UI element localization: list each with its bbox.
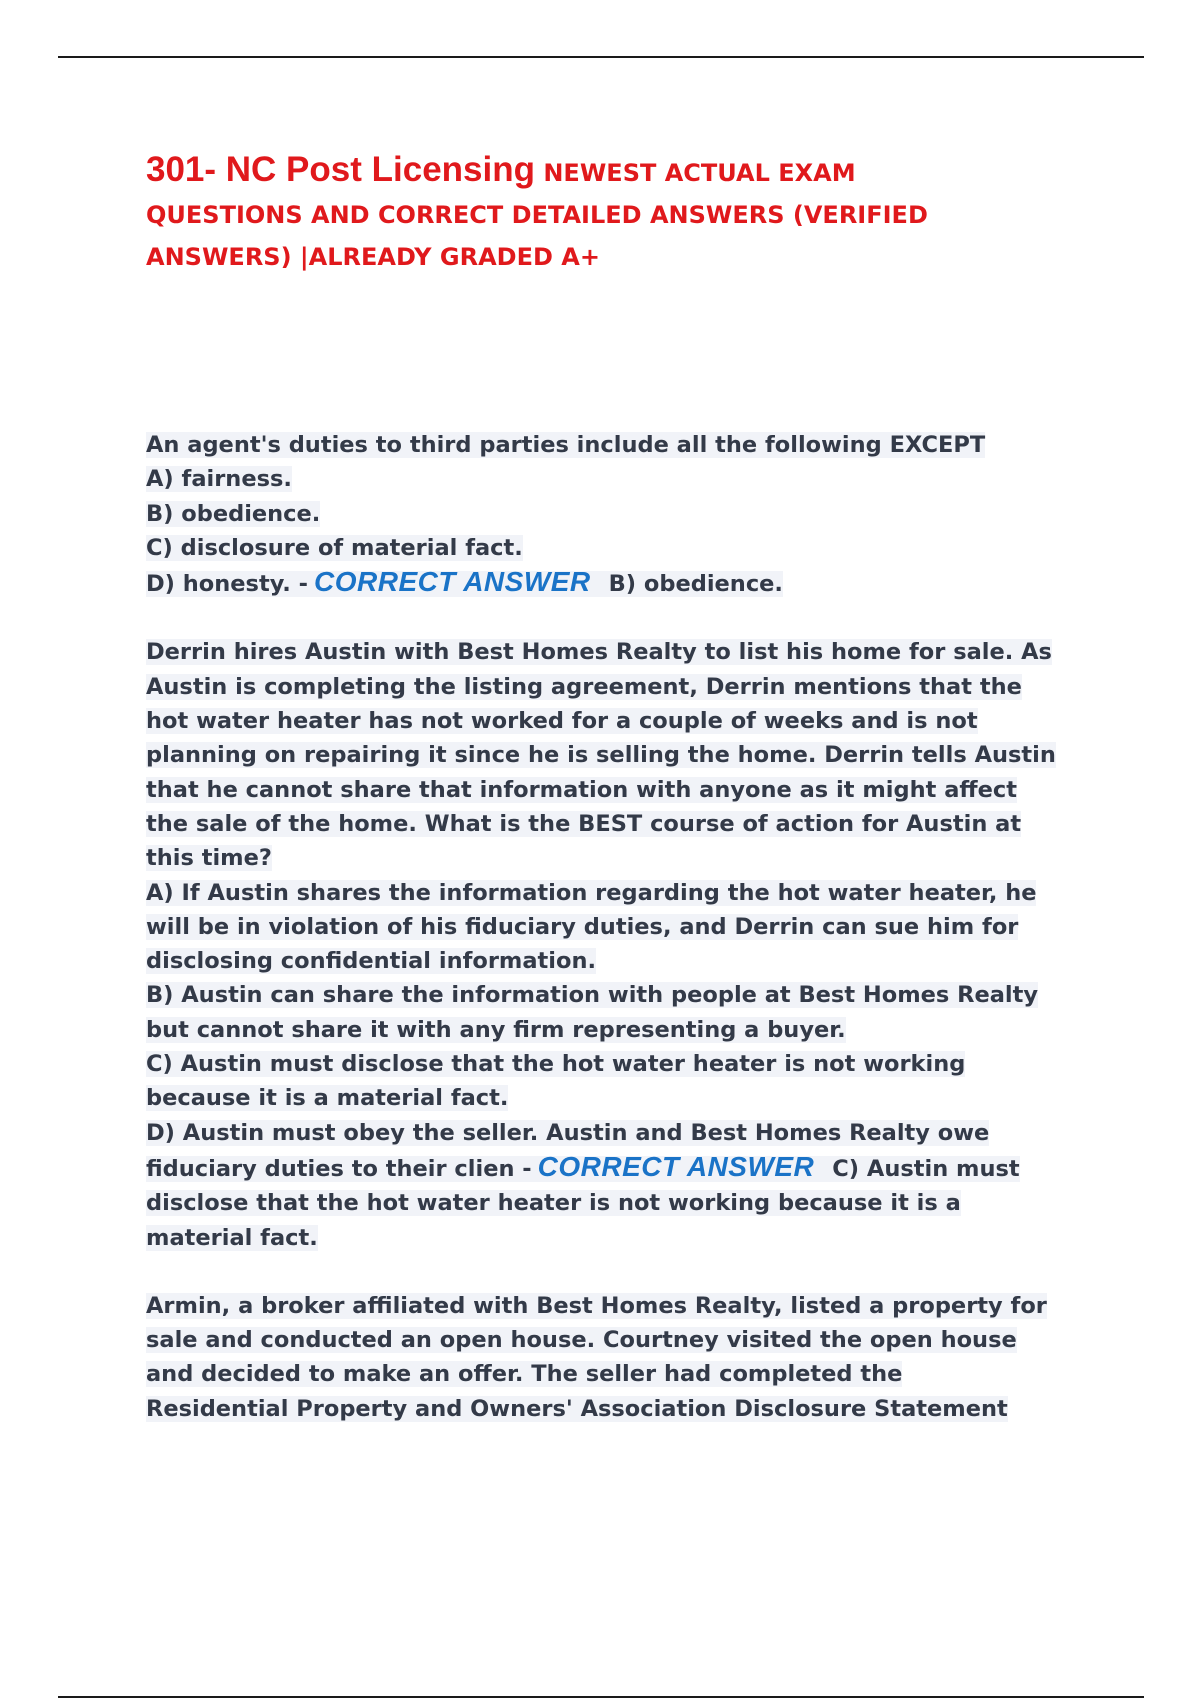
correct-answer-label: CORRECT ANSWER <box>314 566 591 598</box>
question-line: Derrin hires Austin with Best Homes Realty to list his home for sale. As <box>146 639 1052 666</box>
title-line-2: QUESTIONS AND CORRECT DETAILED ANSWERS (VERIFIED <box>146 201 928 229</box>
option-line: D) honesty. - <box>146 571 309 598</box>
header-rule <box>58 56 1144 58</box>
question-line: Residential Property and Owners' Association Disclosure Statement <box>146 1395 1008 1422</box>
title-lead: 301- NC Post Licensing <box>146 150 535 189</box>
option-line: fiduciary duties to their clien - <box>146 1155 532 1182</box>
question-line: An agent's duties to third parties include all the following EXCEPT <box>146 432 986 458</box>
question-line: the sale of the home. What is the BEST course of action for Austin at <box>146 810 1022 837</box>
option-line: disclosing confidential information. <box>146 948 597 975</box>
option-line: B) obedience. <box>146 500 321 527</box>
question-block-3 <box>146 1289 1098 1426</box>
title-line-3: ANSWERS) |ALREADY GRADED A+ <box>146 243 600 271</box>
option-line: A) fairness. <box>146 466 292 493</box>
option-line: because it is a material fact. <box>146 1085 509 1112</box>
answer-text: material fact. <box>146 1224 318 1251</box>
option-line: C) disclosure of material fact. <box>146 534 523 561</box>
question-line: sale and conducted an open house. Courtney visited the open house <box>146 1327 1017 1354</box>
option-line: D) Austin must obey the seller. Austin and Best Homes Realty owe <box>146 1119 990 1146</box>
document-body <box>146 428 1098 1460</box>
answer-text: disclose that the hot water heater is not working because it is a <box>146 1190 961 1217</box>
question-line: planning on repairing it since he is selling the home. Derrin tells Austin <box>146 742 1056 769</box>
question-block-1 <box>146 428 1098 601</box>
answer-text: B) obedience. <box>608 571 783 598</box>
question-block-2 <box>146 635 1098 1254</box>
answer-text: C) Austin must <box>832 1155 1020 1182</box>
question-line: Armin, a broker affiliated with Best Homes Realty, listed a property for <box>146 1292 1047 1319</box>
document-title <box>146 150 1086 277</box>
correct-answer-label: CORRECT ANSWER <box>537 1150 815 1182</box>
question-line: and decided to make an offer. The seller had completed the <box>146 1361 903 1388</box>
option-line: but cannot share it with any firm representing a buyer. <box>146 1016 846 1043</box>
option-line: A) If Austin shares the information regarding the hot water heater, he <box>146 879 1037 906</box>
question-line: Austin is completing the listing agreement, Derrin mentions that the <box>146 673 1022 700</box>
title-rest: NEWEST ACTUAL EXAM <box>534 159 856 187</box>
question-line: that he cannot share that information with anyone as it might affect <box>146 776 1017 803</box>
option-line: B) Austin can share the information with people at Best Homes Realty <box>146 982 1039 1009</box>
option-line: C) Austin must disclose that the hot water heater is not working <box>146 1051 966 1078</box>
question-line: this time? <box>146 845 272 872</box>
footer-rule <box>58 1696 1144 1698</box>
question-line: hot water heater has not worked for a couple of weeks and is not <box>146 708 978 735</box>
option-line: will be in violation of his fiduciary duties, and Derrin can sue him for <box>146 913 1019 940</box>
